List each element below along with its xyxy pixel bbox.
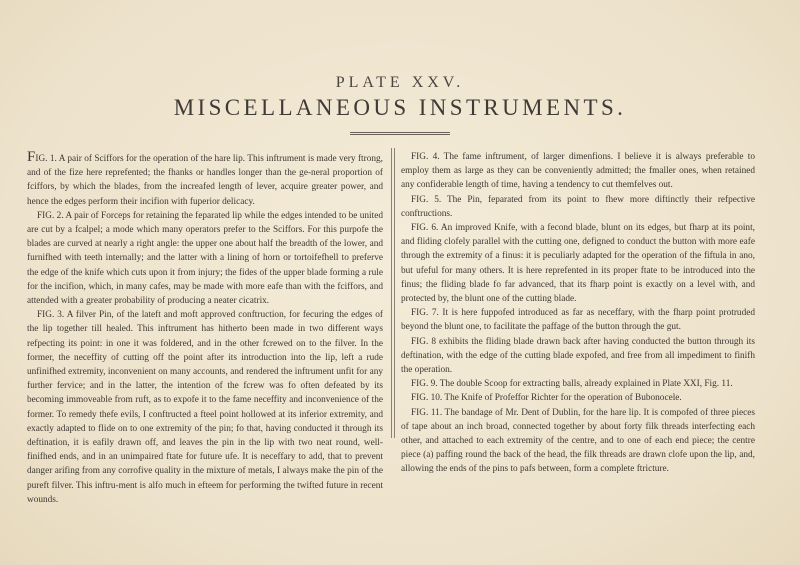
paragraph-fig-7: FIG. 7. It is here fuppofed introduced as far as neceffary, with the fharp point protruded beyond the blunt one, to facilitate the paffage of the button through the gut. [401, 308, 755, 333]
paragraph-fig-6: FIG. 6. An improved Knife, with a fecond blade, blunt on its edges, but fharp at its point, and fliding clofely parallel with the cutting one, defigned to conduct the button with more eafe through the extremity of a finus: it is peculiarly adapted for the operation of the fiftula in ano, but ufeful for many others. It is here reprefented in its proper ftate to be introduced into the finus; the fliding blade fo far advanced, that its fharp point is exactly on a level with, and protected by, the blunt one of the cutting blade. [401, 223, 755, 305]
column-divider [391, 148, 392, 438]
paragraph-fig-10: FIG. 10. The Knife of Profeffor Richter for the operation of Bubonocele. [411, 393, 682, 404]
paragraph-fig-5: FIG. 5. The Pin, feparated from its point to fhew more diftinctly their refpective conftructions. [401, 194, 755, 219]
paragraph-fig-2: FIG. 2. A pair of Forceps for retaining the feparated lip while the edges intended to be united are cut by a fcalpel; a mode which many operators prefer to the Sciffors. For this purpofe the blades are curved at nearly a right angle: the upper one about half the breadth of the lower, and furnifhed with teeth internally; and the latter with a lining of horn or tortoifefhell to preferve the edge of the knife which cuts upon it from injury; the fides of the upper blade forming a rule for the incifion, which, in many cafes, may be made with more eafe than with the fciffors, and attended with a greater probability of producing a neater cicatrix. [27, 210, 383, 307]
left-column [27, 150, 383, 507]
page-title: MISCELLANEOUS INSTRUMENTS. [173, 95, 627, 120]
paragraph-fig-3: FIG. 3. A filver Pin, of the lateft and moft approved conftruction, for fecuring the edges of the lip together till healed. This inftrument has hitherto been made in two different ways refpecting its point: in one it was foldered, and in the other fcrewed on to the filver. In the former, the neceffity of cutting off the point after its introduction into the lip, left a rude unfinifhed extremity, inconvenient on many accounts, and rendered the inftrument unfit for any further fervice; and in the latter, the intention of the fcrew was fo often defeated by its becoming immoveable from ruft, as to expofe it to the fame neceffity and inconvenience of the former. To remedy thefe evils, I conftructed a fteel point hollowed at its inferior extremity, and exactly adapted to flide on to one extremity of the pin; fo that, having conducted it through its deftination, it is eafily drawn off, and leaves the pin in the lip with two neat round, well-finifhed ends, and in an unimpaired ftate for future ufe. It is neceffary to add, that to prevent danger arifing from any corrofive quality in the mixture of metals, I always make the pin of the pureft filver. This inftru-ment is alfo much in efteem for performing the twifted future in recent wounds. [27, 310, 383, 505]
paragraph-fig-9: FIG. 9. The double Scoop for extracting balls, already explained in Plate XXI, Fig. 11. [411, 379, 733, 390]
column-divider-inner [394, 148, 395, 438]
paragraph-fig-11: FIG. 11. The bandage of Mr. Dent of Dublin, for the hare lip. It is compofed of three pieces of tape about an inch broad, connected together by about forty filk threads interfecting each other, and attached to each extremity of the centre, and to one of each end piece; the centre piece (a) paffing round the back of the head, the filk threads are drawn clofe upon the lip, and, allowing the ends of the pins to pafs between, form a complete ftricture. [401, 407, 755, 475]
title-rule [350, 132, 450, 135]
paragraph-fig-4: FIG. 4. The fame inftrument, of larger dimenfions. I believe it is always preferable to employ them as large as they can be conveniently admitted; the fmaller ones, when retained any confiderable length of time, having a tendency to cut themfelves out. [401, 152, 755, 191]
paragraph-fig-1: FIG. 1. A pair of Sciffors for the operation of the hare lip. This inftrument is made very ftrong, and of the fize here reprefented; the fhanks or handles longer than the ge-neral proportion of fciffors, by which the blades, from the increafed length of lever, acquire greater power, and hence the edges perform their incifion with fuperior delicacy. [27, 149, 383, 207]
paragraph-fig-8: FIG. 8 exhibits the fliding blade drawn back after having conducted the button through its deftination, with the edge of the cutting blade expofed, and free from all impediment to finifh the operation. [401, 336, 755, 376]
right-column [401, 150, 755, 477]
plate-number: PLATE XXV. [335, 74, 465, 91]
